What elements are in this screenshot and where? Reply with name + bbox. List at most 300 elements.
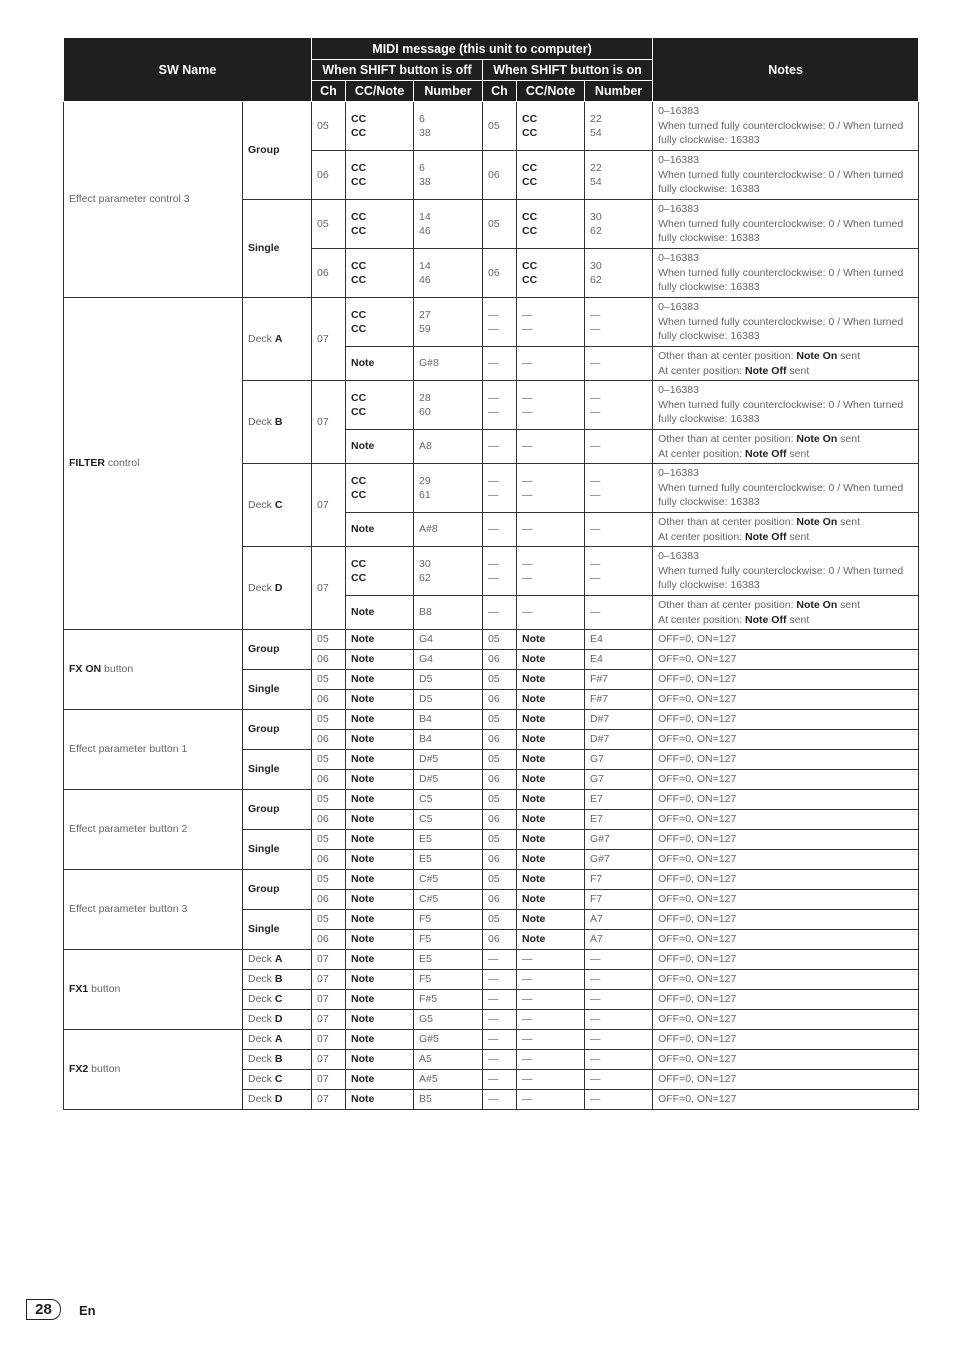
cell-text: Note xyxy=(351,973,375,986)
number-cell xyxy=(414,910,483,930)
dash: — xyxy=(522,953,533,966)
cell-text: 06 xyxy=(317,693,329,706)
section-fx2-button xyxy=(64,1030,243,1110)
cell-text: Note xyxy=(522,873,546,886)
dash-cell xyxy=(517,381,585,430)
notes-cell xyxy=(653,910,919,930)
notes-cell xyxy=(653,200,919,249)
shift-ch-cell xyxy=(483,102,517,151)
shift-number-cell xyxy=(585,200,653,249)
notes-note-on: Note On xyxy=(796,516,838,528)
dash-cell xyxy=(517,1070,585,1090)
dash-cell xyxy=(585,513,653,547)
section-label-text: button xyxy=(101,663,134,676)
shift-number-cell xyxy=(585,850,653,870)
table-body xyxy=(64,102,919,1110)
cell-text: CC xyxy=(351,161,367,174)
cell-text: 05 xyxy=(317,673,329,686)
cell-text: Note xyxy=(351,953,375,966)
notes-cell xyxy=(653,670,919,690)
notes-range: 0–16383 xyxy=(658,154,699,167)
ccnote-cell xyxy=(346,381,414,430)
deck-letter: C xyxy=(274,993,283,1006)
section-effect-param-button-1 xyxy=(64,710,243,790)
notes-text: OFF=0, ON=127 xyxy=(658,793,737,806)
notes-cell xyxy=(653,990,919,1010)
ccnote-cell xyxy=(346,930,414,950)
section-filter-control xyxy=(64,298,243,630)
number-cell xyxy=(414,790,483,810)
shift-ccnote-cell xyxy=(517,730,585,750)
dash-cell xyxy=(585,347,653,381)
header-midi-rest: message (this unit to computer) xyxy=(398,41,592,56)
deck-letter: B xyxy=(274,973,283,986)
table-row xyxy=(64,630,919,650)
notes-text: sent xyxy=(837,350,861,362)
dash-cell xyxy=(585,1010,653,1030)
notes-cell xyxy=(653,930,919,950)
ch-cell xyxy=(312,970,346,990)
cell-text: 05 xyxy=(488,713,500,726)
number-cell xyxy=(414,200,483,249)
number-cell xyxy=(414,1090,483,1110)
cell-text: 62 xyxy=(590,225,602,237)
notes-text: OFF=0, ON=127 xyxy=(658,1053,737,1066)
cell-text: 54 xyxy=(590,127,602,139)
header-shift-number: Number xyxy=(585,81,653,102)
section-label-text: control xyxy=(104,457,140,470)
subgroup-label xyxy=(243,670,312,710)
cell-text: F5 xyxy=(419,913,432,926)
notes-text: When turned fully counterclockwise: 0 / When turned fully clockwise: 16383 xyxy=(658,398,904,426)
cell-text: CC xyxy=(351,127,367,139)
dash: — xyxy=(488,1053,499,1066)
ch-cell xyxy=(312,710,346,730)
cell-text: 6 xyxy=(419,161,425,174)
cell-text: 05 xyxy=(317,913,329,926)
dash-cell xyxy=(585,596,653,630)
notes-text: At center position: xyxy=(658,447,746,460)
ccnote-cell xyxy=(346,347,414,381)
shift-number-cell xyxy=(585,930,653,950)
notes-cell xyxy=(653,770,919,790)
dash-cell xyxy=(585,950,653,970)
cell-text: 05 xyxy=(317,217,329,230)
number-cell xyxy=(414,1010,483,1030)
shift-ccnote-cell xyxy=(517,870,585,890)
cell-text: 07 xyxy=(317,1033,329,1046)
notes-cell xyxy=(653,650,919,670)
cell-text: 06 xyxy=(317,813,329,826)
dash: — xyxy=(522,993,533,1006)
cell-text: A5 xyxy=(419,1053,432,1066)
deck-letter: D xyxy=(274,1093,283,1106)
cell-text: 06 xyxy=(488,813,500,826)
notes-text: When turned fully counterclockwise: 0 / When turned fully clockwise: 16383 xyxy=(658,266,904,294)
dash-cell xyxy=(585,1090,653,1110)
deck-text: Deck xyxy=(248,415,275,428)
notes-cell xyxy=(653,950,919,970)
cell-text: 38 xyxy=(419,127,431,139)
notes-text: OFF=0, ON=127 xyxy=(658,673,737,686)
shift-number-cell xyxy=(585,830,653,850)
shift-ch-cell xyxy=(483,870,517,890)
subgroup-text: Single xyxy=(248,683,280,696)
cell-text: CC xyxy=(522,176,538,188)
shift-ch-cell xyxy=(483,910,517,930)
cell-text: Note xyxy=(351,673,375,686)
dash: — xyxy=(522,1013,533,1026)
deck-label xyxy=(243,298,312,381)
shift-ccnote-cell xyxy=(517,650,585,670)
cell-text: 05 xyxy=(317,793,329,806)
cell-text: Note xyxy=(351,693,375,706)
shift-ch-cell xyxy=(483,830,517,850)
cell-text: E5 xyxy=(419,833,432,846)
number-cell xyxy=(414,970,483,990)
dash-cell xyxy=(483,1070,517,1090)
shift-number-cell xyxy=(585,890,653,910)
cell-text: 06 xyxy=(317,653,329,666)
dash: — xyxy=(590,523,601,536)
deck-letter: A xyxy=(274,332,283,345)
ch-cell xyxy=(312,790,346,810)
number-cell xyxy=(414,298,483,347)
notes-note-on: Note On xyxy=(796,350,838,362)
cell-text: G#8 xyxy=(419,357,439,370)
notes-cell xyxy=(653,850,919,870)
section-label-text: Effect parameter control 3 xyxy=(69,193,190,206)
number-cell xyxy=(414,1030,483,1050)
dash-cell xyxy=(517,970,585,990)
dash-cell xyxy=(483,464,517,513)
cell-text: 54 xyxy=(590,176,602,188)
dash: — xyxy=(488,391,499,404)
dash-cell xyxy=(483,1010,517,1030)
ccnote-cell xyxy=(346,690,414,710)
notes-text: OFF=0, ON=127 xyxy=(658,873,737,886)
ch-cell xyxy=(312,750,346,770)
cell-text: D#5 xyxy=(419,753,439,766)
subgroup-text: Single xyxy=(248,923,280,936)
deck-letter: A xyxy=(274,1033,283,1046)
dash-cell xyxy=(517,1030,585,1050)
cell-text: 06 xyxy=(317,733,329,746)
shift-number-cell xyxy=(585,690,653,710)
cell-text: CC xyxy=(351,176,367,188)
number-cell xyxy=(414,381,483,430)
number-cell xyxy=(414,730,483,750)
dash-cell xyxy=(585,1070,653,1090)
notes-note-off: Note Off xyxy=(745,530,787,543)
ccnote-cell xyxy=(346,730,414,750)
notes-text: OFF=0, ON=127 xyxy=(658,1073,737,1086)
cell-text: 07 xyxy=(317,993,329,1006)
dash: — xyxy=(522,973,533,986)
cell-text: 06 xyxy=(488,773,500,786)
notes-range: 0–16383 xyxy=(658,252,699,265)
cell-text: CC xyxy=(522,259,538,272)
dash: — xyxy=(488,489,499,501)
cell-text: Note xyxy=(522,733,546,746)
ch-cell xyxy=(312,830,346,850)
dash: — xyxy=(590,1033,601,1046)
shift-number-cell xyxy=(585,790,653,810)
cell-text: 06 xyxy=(488,893,500,906)
dash-cell xyxy=(483,381,517,430)
dash-cell xyxy=(483,1050,517,1070)
cell-text: Note xyxy=(522,633,546,646)
notes-text: OFF=0, ON=127 xyxy=(658,693,737,706)
cell-text: Note xyxy=(351,713,375,726)
dash-cell xyxy=(517,990,585,1010)
shift-ch-cell xyxy=(483,810,517,830)
subgroup-label xyxy=(243,710,312,750)
section-label-bold: FILTER xyxy=(69,457,105,470)
ccnote-cell xyxy=(346,102,414,151)
dash: — xyxy=(522,1053,533,1066)
dash: — xyxy=(522,406,533,418)
deck-label xyxy=(243,464,312,547)
cell-text: CC xyxy=(522,210,538,223)
dash-cell xyxy=(483,596,517,630)
notes-text: sent xyxy=(837,516,861,528)
subgroup-text: Group xyxy=(248,144,280,157)
ch-cell xyxy=(312,770,346,790)
cell-text: Note xyxy=(351,913,375,926)
cell-text: CC xyxy=(522,112,538,125)
cell-text: Note xyxy=(351,893,375,906)
dash-cell xyxy=(483,970,517,990)
cell-text: 30 xyxy=(590,259,602,272)
ccnote-cell xyxy=(346,464,414,513)
dash: — xyxy=(488,323,499,335)
cell-text: 07 xyxy=(317,1013,329,1026)
shift-ccnote-cell xyxy=(517,710,585,730)
cell-text: C#5 xyxy=(419,873,439,886)
cell-text: 46 xyxy=(419,225,431,237)
header-shift-off: When SHIFT button is off xyxy=(312,60,483,81)
notes-text: Other than at center position: xyxy=(658,516,797,528)
cell-text: D5 xyxy=(419,673,433,686)
cell-text: G4 xyxy=(419,633,434,646)
dash: — xyxy=(522,606,533,619)
cell-text: 07 xyxy=(317,973,329,986)
section-fx-on-button xyxy=(64,630,243,710)
ch-cell xyxy=(312,547,346,630)
shift-ccnote-cell xyxy=(517,630,585,650)
cell-text: F7 xyxy=(590,893,603,906)
cell-text: 07 xyxy=(317,1073,329,1086)
ccnote-cell xyxy=(346,850,414,870)
cell-text: 06 xyxy=(488,266,500,279)
shift-ch-cell xyxy=(483,690,517,710)
cell-text: 60 xyxy=(419,406,431,418)
shift-ch-cell xyxy=(483,790,517,810)
ch-cell xyxy=(312,381,346,464)
dash: — xyxy=(488,406,499,418)
shift-ch-cell xyxy=(483,630,517,650)
cell-text: 6 xyxy=(419,112,425,125)
deck-letter: C xyxy=(274,498,283,511)
deck-text: Deck xyxy=(248,993,275,1006)
shift-ch-cell xyxy=(483,151,517,200)
notes-range: 0–16383 xyxy=(658,467,699,480)
ccnote-cell xyxy=(346,770,414,790)
cell-text: 05 xyxy=(488,913,500,926)
dash: — xyxy=(590,308,601,321)
midi-message-table xyxy=(63,37,919,1110)
notes-text: OFF=0, ON=127 xyxy=(658,853,737,866)
number-cell xyxy=(414,1070,483,1090)
ccnote-cell xyxy=(346,870,414,890)
dash: — xyxy=(590,973,601,986)
shift-ccnote-cell xyxy=(517,102,585,151)
deck-text: Deck xyxy=(248,1013,275,1026)
cell-text: Note xyxy=(351,1053,375,1066)
dash: — xyxy=(590,1073,601,1086)
ch-cell xyxy=(312,650,346,670)
notes-text: OFF=0, ON=127 xyxy=(658,633,737,646)
cell-text: CC xyxy=(351,557,367,570)
number-cell xyxy=(414,151,483,200)
shift-number-cell xyxy=(585,102,653,151)
notes-cell xyxy=(653,151,919,200)
cell-text: CC xyxy=(351,274,367,286)
number-cell xyxy=(414,249,483,298)
dash: — xyxy=(522,1073,533,1086)
cell-text: 05 xyxy=(317,833,329,846)
ccnote-cell xyxy=(346,298,414,347)
ch-cell xyxy=(312,730,346,750)
number-cell xyxy=(414,464,483,513)
shift-ch-cell xyxy=(483,200,517,249)
deck-letter: A xyxy=(274,953,283,966)
ch-cell xyxy=(312,910,346,930)
section-effect-param-control-3 xyxy=(64,102,243,298)
number-cell xyxy=(414,102,483,151)
ccnote-cell xyxy=(346,950,414,970)
dash-cell xyxy=(517,1010,585,1030)
cell-text: G#5 xyxy=(419,1033,439,1046)
dash: — xyxy=(590,953,601,966)
section-fx1-button xyxy=(64,950,243,1030)
subgroup-label xyxy=(243,750,312,790)
dash-cell xyxy=(585,1030,653,1050)
table-row xyxy=(64,298,919,347)
notes-text: OFF=0, ON=127 xyxy=(658,753,737,766)
notes-text: Other than at center position: xyxy=(658,599,797,611)
cell-text: Note xyxy=(351,733,375,746)
cell-text: B5 xyxy=(419,1093,432,1106)
number-cell xyxy=(414,810,483,830)
cell-text: Note xyxy=(351,440,375,453)
cell-text: 06 xyxy=(317,893,329,906)
notes-cell xyxy=(653,1010,919,1030)
dash: — xyxy=(522,1033,533,1046)
notes-cell xyxy=(653,1070,919,1090)
ccnote-cell xyxy=(346,710,414,730)
dash-cell xyxy=(585,990,653,1010)
cell-text: Note xyxy=(522,833,546,846)
cell-text: 05 xyxy=(488,873,500,886)
shift-ccnote-cell xyxy=(517,930,585,950)
notes-cell xyxy=(653,1050,919,1070)
cell-text: G5 xyxy=(419,1013,434,1026)
ch-cell xyxy=(312,990,346,1010)
cell-text: Note xyxy=(351,793,375,806)
subgroup-text: Single xyxy=(248,843,280,856)
dash: — xyxy=(488,973,499,986)
dash: — xyxy=(590,406,601,418)
shift-ch-cell xyxy=(483,670,517,690)
cell-text: CC xyxy=(351,474,367,487)
header-shift-on: When SHIFT button is on xyxy=(483,60,653,81)
dash: — xyxy=(522,357,533,370)
table-row xyxy=(64,870,919,890)
cell-text: 05 xyxy=(488,793,500,806)
cell-text: CC xyxy=(351,489,367,501)
notes-cell xyxy=(653,890,919,910)
cell-text: CC xyxy=(351,210,367,223)
cell-text: 07 xyxy=(317,581,329,594)
cell-text: 62 xyxy=(590,274,602,286)
number-cell xyxy=(414,596,483,630)
dash-cell xyxy=(517,430,585,464)
cell-text: Note xyxy=(351,993,375,1006)
cell-text: Note xyxy=(522,853,546,866)
notes-text: sent xyxy=(786,447,810,460)
notes-text: When turned fully counterclockwise: 0 / When turned fully clockwise: 16383 xyxy=(658,217,904,245)
cell-text: Note xyxy=(351,933,375,946)
shift-ch-cell xyxy=(483,890,517,910)
dash: — xyxy=(522,1093,533,1106)
section-effect-param-button-2 xyxy=(64,790,243,870)
ccnote-cell xyxy=(346,1030,414,1050)
deck-letter: D xyxy=(274,1013,283,1026)
ccnote-cell xyxy=(346,596,414,630)
dash: — xyxy=(488,1033,499,1046)
ch-cell xyxy=(312,950,346,970)
cell-text: Note xyxy=(351,1013,375,1026)
cell-text: D5 xyxy=(419,693,433,706)
cell-text: 05 xyxy=(488,217,500,230)
cell-text: 05 xyxy=(317,753,329,766)
dash-cell xyxy=(517,950,585,970)
dash: — xyxy=(488,357,499,370)
notes-text: OFF=0, ON=127 xyxy=(658,733,737,746)
notes-note-on: Note On xyxy=(796,599,838,611)
dash-cell xyxy=(517,513,585,547)
dash: — xyxy=(522,440,533,453)
cell-text: Note xyxy=(522,773,546,786)
cell-text: G#7 xyxy=(590,853,610,866)
cell-text: 05 xyxy=(317,119,329,132)
dash: — xyxy=(488,1093,499,1106)
cell-text: Note xyxy=(351,653,375,666)
dash: — xyxy=(590,1053,601,1066)
dash: — xyxy=(590,557,601,570)
ch-cell xyxy=(312,670,346,690)
notes-cell xyxy=(653,790,919,810)
cell-text: Note xyxy=(522,913,546,926)
notes-text: OFF=0, ON=127 xyxy=(658,993,737,1006)
ccnote-cell xyxy=(346,890,414,910)
cell-text: Note xyxy=(351,357,375,370)
cell-text: Note xyxy=(351,833,375,846)
cell-text: CC xyxy=(351,572,367,584)
header-number: Number xyxy=(414,81,483,102)
